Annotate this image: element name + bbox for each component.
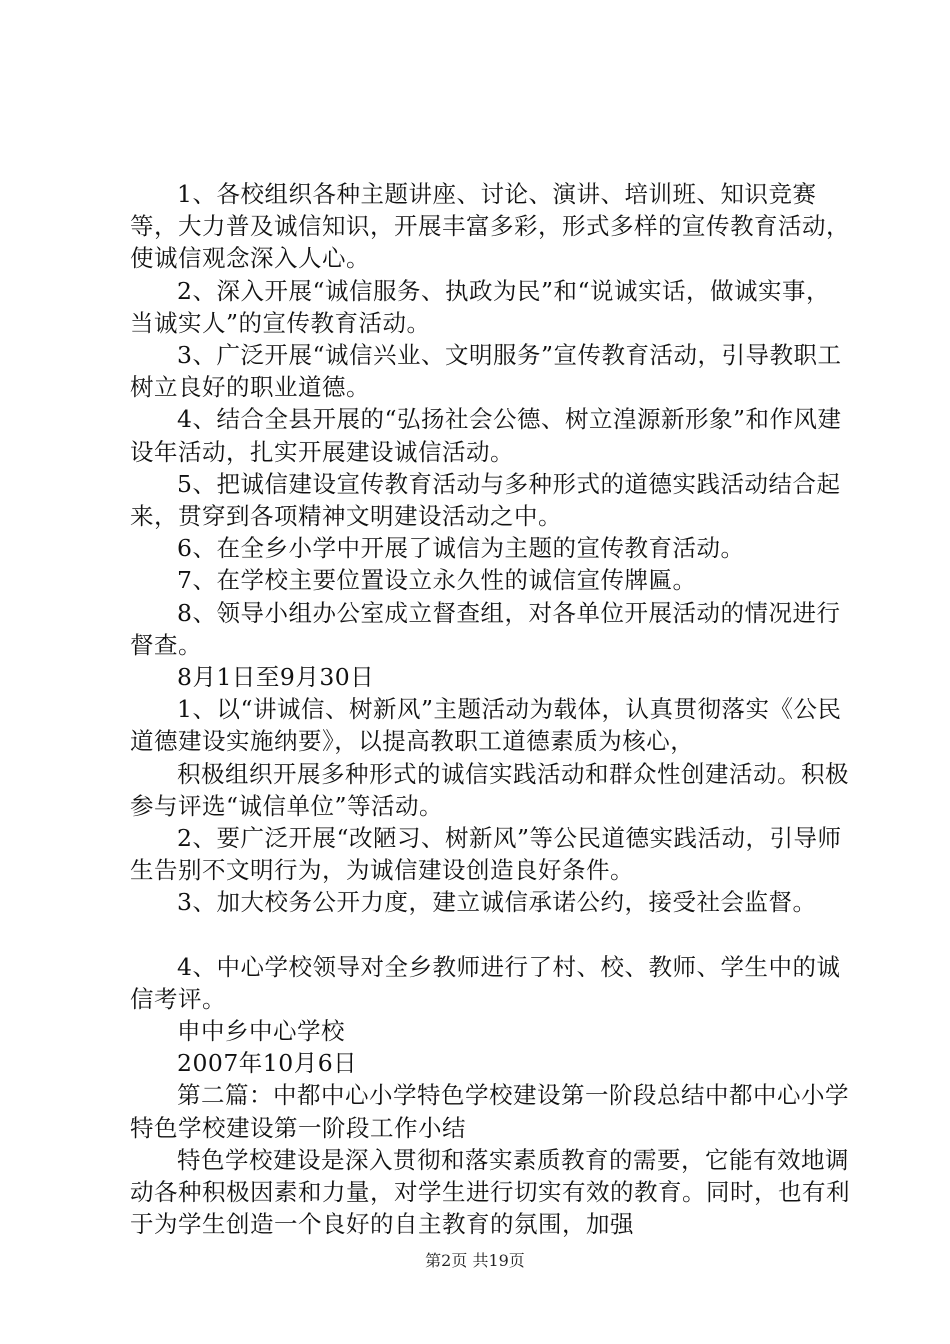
signature-date: 2007年10月6日 — [177, 1049, 358, 1078]
page-number-footer: 第2页 共19页 — [425, 1251, 525, 1270]
signature-organization: 申中乡中心学校 — [177, 1017, 345, 1046]
paragraph-item-9: 1、以“讲诚信、树新风”主题活动为载体，认真贯彻落实《公民道德建设实施纳要》，以提高教职工道德素质为核心， — [130, 695, 842, 756]
paragraph-item-14: 特色学校建设是深入贯彻和落实素质教育的需要，它能有效地调动各种积极因素和力量，对学生进行切实有效的教育。同时，也有利于为学生创造一个良好的自主教育的氛围，加强 — [130, 1145, 850, 1239]
paragraph-item-13: 4、中心学校领导对全乡教师进行了村、校、教师、学生中的诚信考评。 — [130, 952, 841, 1013]
paragraph-item-10: 积极组织开展多种形式的诚信实践活动和群众性创建活动。积极参与评选“诚信单位”等活动。 — [130, 759, 849, 820]
paragraph-item-3: 3、广泛开展“诚信兴业、文明服务”宣传教育活动，引导教职工树立良好的职业道德。 — [130, 341, 842, 402]
paragraph-spacer — [130, 919, 850, 951]
paragraph-item-7: 7、在学校主要位置设立永久性的诚信宣传牌匾。 — [177, 566, 697, 595]
paragraph-item-2: 2、深入开展“诚信服务、执政为民”和“说诚实话，做诚实事，当诚实人”的宣传教育活动。 — [130, 276, 830, 337]
paragraph-item-6: 6、在全乡小学中开展了诚信为主题的宣传教育活动。 — [177, 534, 745, 563]
paragraph-item-8: 8、领导小组办公室成立督查组，对各单位开展活动的情况进行督查。 — [130, 598, 841, 659]
date-range-heading: 8月1日至9月30日 — [177, 663, 375, 692]
paragraph-item-11: 2、要广泛开展“改陋习、树新风”等公民道德实践活动，引导师生告别不文明行为，为诚信建设创造良好条件。 — [130, 824, 842, 885]
paragraph-item-5: 5、把诚信建设宣传教育活动与多种形式的道德实践活动结合起来，贯穿到各项精神文明建设活动之中。 — [130, 469, 841, 531]
document-body — [130, 178, 850, 1241]
section-title: 第二篇：中都中心小学特色学校建设第一阶段总结中都中心小学特色学校建设第一阶段工作小结 — [130, 1081, 849, 1142]
paragraph-item-1: 1、各校组织各种主题讲座、讨论、演讲、培训班、知识竞赛等，大力普及诚信知识，开展丰富多彩，形式多样的宣传教育活动，使诚信观念深入人心。 — [130, 180, 850, 273]
paragraph-item-12: 3、加大校务公开力度，建立诚信承诺公约，接受社会监督。 — [177, 888, 817, 917]
paragraph-item-4: 4、结合全县开展的“弘扬社会公德、树立湟源新形象”和作风建设年活动，扎实开展建设诚信活动。 — [130, 405, 842, 466]
